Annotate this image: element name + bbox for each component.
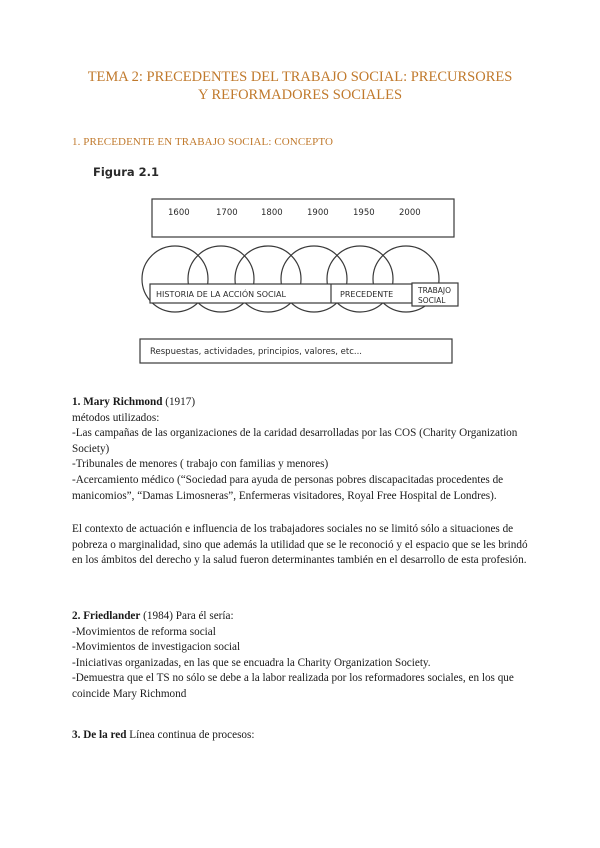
figure-2-1 [88,163,468,375]
richmond-item: -Las campañas de las organizaciones de la caridad desarrolladas por las COS (Charity Organization Society) [72,427,518,455]
friedlander-item: -Iniciativas organizadas, en las que se encuadra la Charity Organization Society. [72,656,431,669]
richmond-year: (1917) [162,396,196,408]
year-label: 1800 [261,208,283,218]
friedlander-item: -Demuestra que el TS no sólo se debe a la labor realizada por los reformadores sociales, en los que coincide Mary Richmond [72,672,514,700]
friedlander-heading [72,609,534,625]
year-label: 2000 [399,208,421,218]
friedlander-rest: (1984) Para él sería: [140,610,234,622]
year-label: 1950 [353,208,375,218]
precedente-label: PRECEDENTE [340,290,394,299]
section-heading: 1. PRECEDENTE EN TRABAJO SOCIAL: CONCEPTO [72,136,333,148]
richmond-item: -Tribunales de menores ( trabajo con familias y menores) [72,458,329,471]
delared-rest: Línea continua de procesos: [126,729,255,741]
richmond-intro: métodos utilizados: [72,411,160,424]
title-line-2: Y REFORMADORES SOCIALES [197,87,403,103]
page-title [40,68,560,104]
richmond-item: -Acercamiento médico (“Sociedad para ayuda de personas pobres discapacitadas procedentes de manicomios”, “Damas Limosneras”, Enfermeras visitadores, Royal Free Hospital de Londres). [72,473,504,502]
timeline-diagram [88,163,468,375]
friedlander-title: 2. Friedlander [72,610,141,622]
year-label: 1600 [168,208,190,218]
trabajo-label: TRABAJO [418,286,452,295]
friedlander-item: -Movimientos de investigacion social [72,641,241,654]
friedlander-item: -Movimientos de reforma social [72,625,216,638]
richmond-section [72,395,534,504]
context-paragraph: El contexto de actuación e influencia de los trabajadores sociales no se limitó sólo a situaciones de pobreza o marginalidad, sino que además la utilidad que se le reconoció y el espacio que se les brindó en los ámbitos del derecho y la salud fueron determinantes también en el desarrollo de esta profesión. [72,523,528,567]
friedlander-section [72,609,534,703]
years-box [152,199,454,237]
richmond-title: 1. Mary Richmond [72,396,163,408]
social-label: SOCIAL [418,296,446,305]
year-label: 1900 [307,208,329,218]
delared-section [72,728,534,744]
respuestas-label: Respuestas, actividades, principios, valores, etc... [150,347,363,357]
year-label: 1700 [216,208,238,218]
title-line-1: TEMA 2: PRECEDENTES DEL TRABAJO SOCIAL: PRECURSORES [87,69,513,85]
delared-heading [72,728,534,744]
delared-title: 3. De la red [72,729,127,741]
historia-label: HISTORIA DE LA ACCIÓN SOCIAL [156,290,286,299]
richmond-heading [72,395,534,411]
figure-caption: Figura 2.1 [93,165,160,179]
